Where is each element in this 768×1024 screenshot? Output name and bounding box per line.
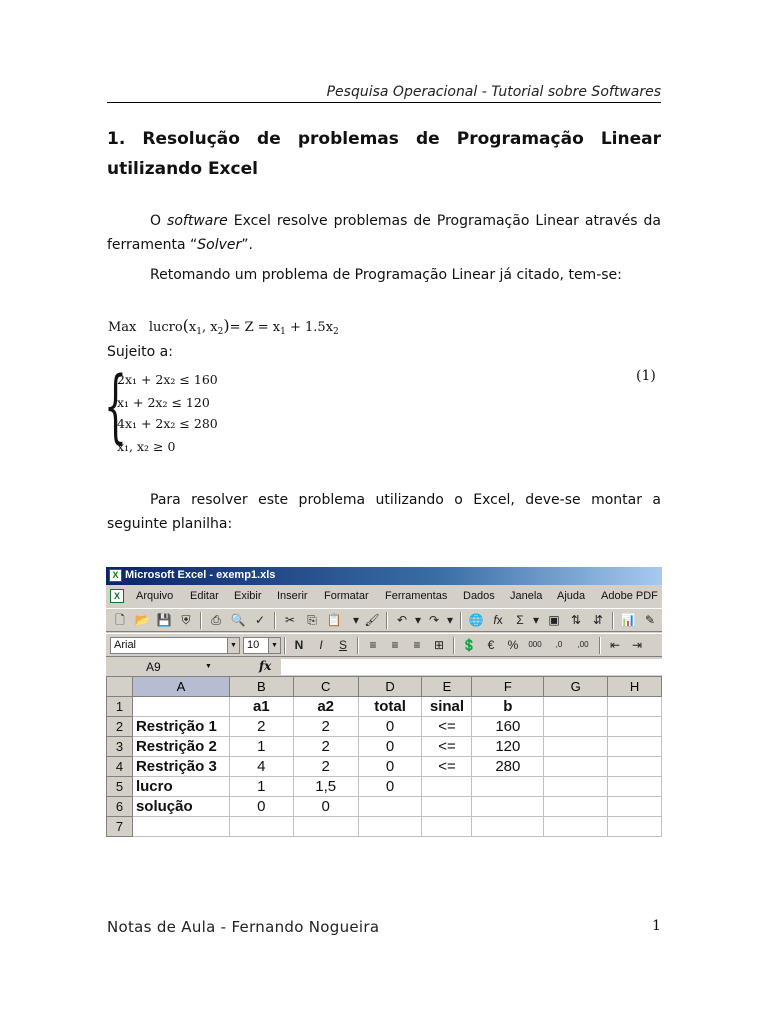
chevron-down-icon: ▼ xyxy=(227,638,239,653)
permission-icon[interactable]: ⛨ xyxy=(181,613,191,627)
cell[interactable] xyxy=(544,697,608,717)
autosum-dropdown-icon[interactable]: ▾ xyxy=(532,613,540,627)
column-header-c[interactable]: C xyxy=(293,677,358,697)
insert-function-icon[interactable]: fx xyxy=(493,613,503,627)
table-row xyxy=(107,757,662,777)
equation-number: (1) xyxy=(636,368,656,384)
constraint-3: 4x₁ + 2x₂ ≤ 280 xyxy=(117,416,218,431)
objective-rhs: = Z = x xyxy=(229,320,281,335)
italic-icon[interactable]: I xyxy=(319,638,323,652)
hyperlink-icon[interactable]: 🌐 xyxy=(468,613,484,627)
constraint-4: x₁, x₂ ≥ 0 xyxy=(117,439,176,454)
select-all-corner[interactable] xyxy=(107,677,133,697)
print-preview-icon[interactable]: 🔍 xyxy=(230,613,246,627)
workbook-icon[interactable]: X xyxy=(110,589,124,603)
copy-icon[interactable]: ⎘ xyxy=(307,613,317,627)
excel-title-bar xyxy=(106,567,662,585)
menu-ajuda[interactable]: Ajuda xyxy=(557,590,586,602)
menu-dados[interactable]: Dados xyxy=(463,590,495,602)
font-name-value: Arial xyxy=(114,639,137,651)
fx-icon[interactable]: fx xyxy=(259,659,272,673)
toolbar-separator xyxy=(357,637,359,654)
decrease-decimal-icon[interactable]: ,00 xyxy=(577,640,589,649)
cell[interactable] xyxy=(544,777,608,797)
cell[interactable] xyxy=(132,817,229,837)
constraint-2: x₁ + 2x₂ ≤ 120 xyxy=(117,395,210,410)
cell[interactable]: sinal xyxy=(422,697,472,717)
chevron-down-icon: ▼ xyxy=(268,638,280,653)
underline-icon[interactable]: S xyxy=(338,638,347,652)
font-size-value: 10 xyxy=(247,639,260,651)
paste-dropdown-icon[interactable]: ▾ xyxy=(352,613,360,627)
row-header[interactable]: 7 xyxy=(107,817,133,837)
cell[interactable] xyxy=(608,717,662,737)
cell[interactable] xyxy=(358,797,422,817)
cell[interactable] xyxy=(608,737,662,757)
toolbar-separator xyxy=(460,612,462,629)
cell[interactable]: 0 xyxy=(358,717,422,737)
name-box[interactable] xyxy=(108,659,214,675)
cell[interactable]: total xyxy=(358,697,422,717)
toolbar-separator xyxy=(200,612,202,629)
row-header[interactable]: 1 xyxy=(107,697,133,717)
bold-icon[interactable]: N xyxy=(294,638,304,652)
cell[interactable]: <= xyxy=(422,757,472,777)
cell[interactable]: Restrição 1 xyxy=(132,717,229,737)
cell[interactable] xyxy=(422,797,472,817)
spelling-icon[interactable]: ✓ xyxy=(254,613,266,627)
cut-icon[interactable]: ✂ xyxy=(284,613,296,627)
intro-paragraph xyxy=(107,209,661,257)
cell[interactable]: 160 xyxy=(472,717,544,737)
cell[interactable]: lucro xyxy=(132,777,229,797)
font-name-select[interactable] xyxy=(110,637,240,654)
objective-lucro: lucro xyxy=(148,320,183,335)
constraint-1: 2x₁ + 2x₂ ≤ 160 xyxy=(117,372,218,387)
column-header-b[interactable]: B xyxy=(229,677,293,697)
column-header-e[interactable]: E xyxy=(422,677,472,697)
excel-screenshot xyxy=(106,567,662,834)
menu-janela[interactable]: Janela xyxy=(510,590,543,602)
menu-exibir[interactable]: Exibir xyxy=(234,590,262,602)
cell[interactable] xyxy=(132,697,229,717)
table-row xyxy=(107,717,662,737)
column-header-row xyxy=(107,677,662,697)
cell[interactable] xyxy=(608,797,662,817)
open-folder-icon[interactable]: 📂 xyxy=(134,613,150,627)
spreadsheet-grid xyxy=(106,676,662,837)
objective-max: Max xyxy=(108,320,137,335)
cell[interactable] xyxy=(422,817,472,837)
comma-style-icon[interactable]: 000 xyxy=(528,640,542,649)
header-rule xyxy=(107,102,661,103)
toolbar-separator xyxy=(612,612,614,629)
cell[interactable]: 2 xyxy=(293,737,358,757)
excel-app-icon: X xyxy=(109,569,122,582)
align-right-icon[interactable]: ≡ xyxy=(413,638,421,652)
toolbar-separator xyxy=(386,612,388,629)
sort-descending-icon[interactable]: ⇵ xyxy=(592,613,604,627)
cell[interactable]: 280 xyxy=(472,757,544,777)
drawing-icon[interactable]: ✎ xyxy=(644,613,656,627)
font-size-select[interactable] xyxy=(243,637,281,654)
redo-dropdown-icon[interactable]: ▾ xyxy=(446,613,454,627)
cell[interactable] xyxy=(544,717,608,737)
cell[interactable]: Restrição 3 xyxy=(132,757,229,777)
cell[interactable] xyxy=(472,817,544,837)
instructions-paragraph: Para resolver este problema utilizando o Excel, deve-se montar a seguinte planilha: xyxy=(107,492,661,532)
cell[interactable]: 1 xyxy=(229,777,293,797)
new-document-icon[interactable]: 🗋 xyxy=(115,613,125,627)
cell[interactable]: b xyxy=(472,697,544,717)
page-number: 1 xyxy=(652,918,661,934)
cell[interactable]: 2 xyxy=(229,717,293,737)
toolbar-separator xyxy=(274,612,276,629)
paste-icon[interactable]: 📋 xyxy=(326,613,342,627)
toolbar-separator xyxy=(284,637,286,654)
cell[interactable]: 2 xyxy=(293,717,358,737)
align-left-icon[interactable]: ≡ xyxy=(369,638,377,652)
increase-indent-icon[interactable]: ⇥ xyxy=(631,638,643,652)
constraint-brace: { xyxy=(104,359,127,452)
redo-icon[interactable]: ↷ xyxy=(428,613,440,627)
print-icon[interactable]: ⎙ xyxy=(211,613,221,627)
wizard-icon[interactable]: ▣ xyxy=(548,613,560,627)
cell[interactable]: a1 xyxy=(229,697,293,717)
undo-dropdown-icon[interactable]: ▾ xyxy=(414,613,422,627)
excel-window-title: Microsoft Excel - exemp1.xls xyxy=(125,569,276,581)
running-header: Pesquisa Operacional - Tutorial sobre Softwares xyxy=(326,84,661,100)
formula-bar xyxy=(106,658,662,676)
cell[interactable]: 0 xyxy=(293,797,358,817)
cell[interactable]: 0 xyxy=(229,797,293,817)
autosum-icon[interactable]: Σ xyxy=(516,613,524,627)
table-row xyxy=(107,737,662,757)
table-row xyxy=(107,817,662,837)
cell[interactable]: Restrição 2 xyxy=(132,737,229,757)
cell[interactable] xyxy=(608,697,662,717)
objective-function: Max $lucro(x_1$, $x_2)= Z = x_1 + 1.5x_2$ xyxy=(108,316,339,337)
footer-author: Notas de Aula - Fernando Nogueira xyxy=(107,918,380,936)
row-header[interactable]: 3 xyxy=(107,737,133,757)
section-title: 1. Resolução de problemas de Programação Linear utilizando Excel xyxy=(107,129,661,179)
undo-icon[interactable]: ↶ xyxy=(396,613,408,627)
cell[interactable]: a2 xyxy=(293,697,358,717)
intro-text: ”. xyxy=(241,237,253,253)
align-center-icon[interactable]: ≡ xyxy=(391,638,399,652)
cell[interactable] xyxy=(229,817,293,837)
table-row xyxy=(107,777,662,797)
cell[interactable]: 2 xyxy=(293,757,358,777)
cell[interactable]: 4 xyxy=(229,757,293,777)
cell[interactable]: 120 xyxy=(472,737,544,757)
intro-emphasis-software: software xyxy=(167,213,228,229)
percent-icon[interactable]: % xyxy=(507,638,519,652)
intro-text: O xyxy=(150,213,168,229)
column-header-g[interactable]: G xyxy=(544,677,608,697)
resume-paragraph: Retomando um problema de Programação Linear já citado, tem-se: xyxy=(150,267,622,283)
toolbar-separator xyxy=(599,637,601,654)
chart-wizard-icon[interactable]: 📊 xyxy=(620,613,636,627)
table-row xyxy=(107,697,662,717)
menu-inserir[interactable]: Inserir xyxy=(277,590,308,602)
intro-text: Excel resolve problemas de Programação Linear através da ferramenta “ xyxy=(107,213,661,253)
column-header-h[interactable]: H xyxy=(608,677,662,697)
save-icon[interactable]: 💾 xyxy=(156,613,172,627)
increase-decimal-icon[interactable]: ,0 xyxy=(555,640,563,649)
table-row xyxy=(107,797,662,817)
cell[interactable] xyxy=(472,777,544,797)
merge-center-icon[interactable]: ⊞ xyxy=(433,638,445,652)
subject-to-label: Sujeito a: xyxy=(107,344,173,360)
cell[interactable] xyxy=(422,777,472,797)
cell[interactable] xyxy=(544,757,608,777)
intro-emphasis-solver: Solver xyxy=(197,237,242,253)
decrease-indent-icon[interactable]: ⇤ xyxy=(609,638,621,652)
excel-menu-bar xyxy=(106,587,662,607)
euro-icon[interactable]: € xyxy=(487,638,495,652)
cell[interactable] xyxy=(472,797,544,817)
format-painter-icon[interactable]: 🖌 xyxy=(364,613,380,627)
formula-input[interactable] xyxy=(281,659,662,675)
column-header-d[interactable]: D xyxy=(358,677,422,697)
menu-ferramentas[interactable]: Ferramentas xyxy=(385,590,448,602)
cell[interactable]: solução xyxy=(132,797,229,817)
column-header-f[interactable]: F xyxy=(472,677,544,697)
cell[interactable] xyxy=(544,797,608,817)
row-header[interactable]: 2 xyxy=(107,717,133,737)
cell[interactable]: 0 xyxy=(358,777,422,797)
row-header[interactable]: 6 xyxy=(107,797,133,817)
standard-toolbar xyxy=(106,608,662,632)
row-header[interactable]: 4 xyxy=(107,757,133,777)
cell[interactable]: 1,5 xyxy=(293,777,358,797)
menu-arquivo[interactable]: Arquivo xyxy=(136,590,174,602)
cell[interactable] xyxy=(358,817,422,837)
cell[interactable]: 0 xyxy=(358,737,422,757)
objective-rhs-2: + 1.5x xyxy=(285,320,334,335)
cell[interactable] xyxy=(608,757,662,777)
cell[interactable]: <= xyxy=(422,737,472,757)
cell[interactable] xyxy=(544,817,608,837)
chevron-down-icon: ▼ xyxy=(205,663,212,670)
name-box-value: A9 xyxy=(146,660,161,674)
menu-adobe-pdf[interactable]: Adobe PDF xyxy=(601,590,658,602)
row-header[interactable]: 5 xyxy=(107,777,133,797)
currency-icon[interactable]: 💲 xyxy=(461,638,477,652)
sort-ascending-icon[interactable]: ⇅ xyxy=(570,613,582,627)
cell[interactable] xyxy=(608,777,662,797)
toolbar-separator xyxy=(453,637,455,654)
menu-editar[interactable]: Editar xyxy=(190,590,219,602)
cell[interactable] xyxy=(608,817,662,837)
cell[interactable]: <= xyxy=(422,717,472,737)
formatting-toolbar xyxy=(106,633,662,657)
cell[interactable]: 1 xyxy=(229,737,293,757)
cell[interactable] xyxy=(544,737,608,757)
cell[interactable] xyxy=(293,817,358,837)
column-header-a[interactable]: A xyxy=(132,677,229,697)
menu-formatar[interactable]: Formatar xyxy=(324,590,369,602)
cell[interactable]: 0 xyxy=(358,757,422,777)
